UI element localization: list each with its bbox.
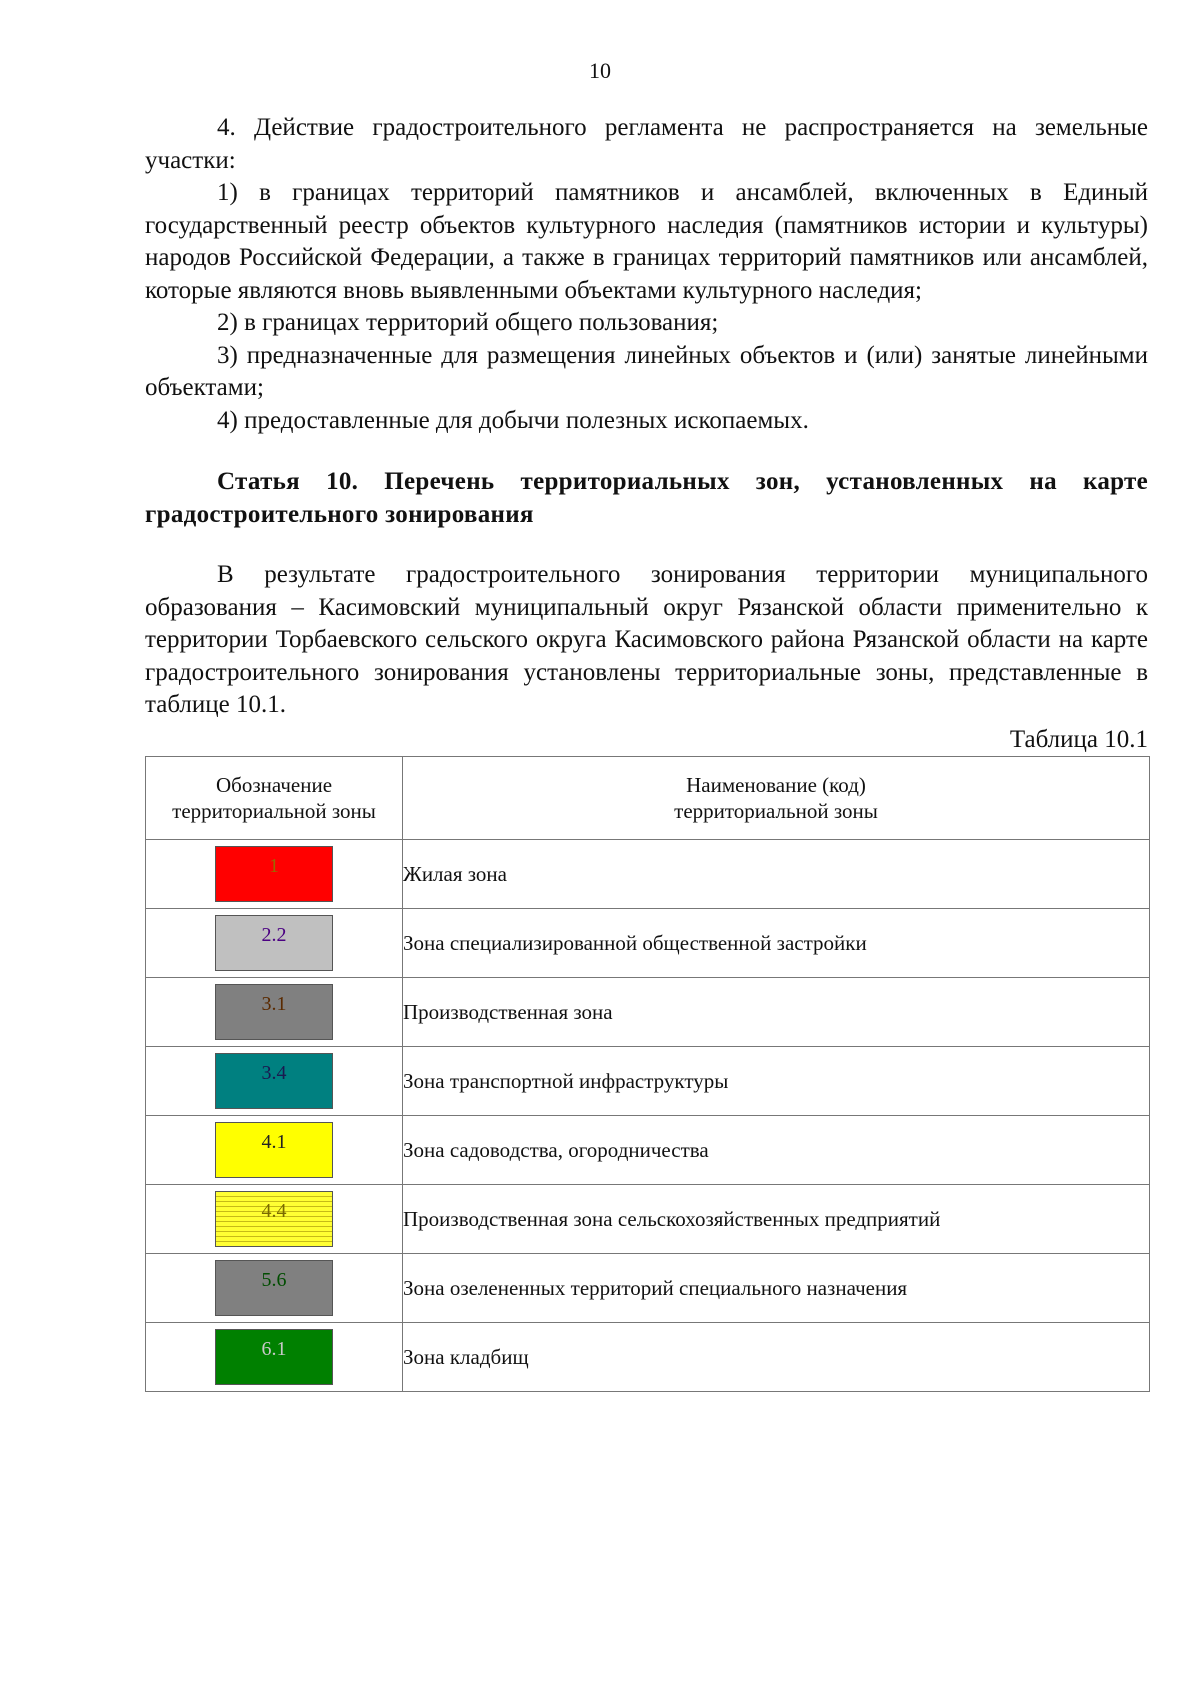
paragraph-subitem-4: 4) предоставленные для добычи полезных ископаемых.: [217, 406, 809, 434]
zones-table: [145, 756, 1150, 1392]
zone-name-cell: Зона кладбищ: [403, 1323, 1150, 1392]
zone-symbol-cell: [146, 840, 403, 909]
table-row: [146, 1185, 1150, 1254]
document-body: [145, 112, 1148, 1392]
zone-name-cell: Зона садоводства, огородничества: [403, 1116, 1150, 1185]
paragraph-subitem-3: 3) предназначенные для размещения линейных объектов и (или) занятые линейными объектами;: [145, 341, 1148, 401]
page-number: 10: [589, 58, 611, 83]
header-symbol-label: Обозначение территориальной зоны: [172, 773, 376, 823]
zone-symbol-cell: [146, 1116, 403, 1185]
zone-name-cell: Производственная зона сельскохозяйственных предприятий: [403, 1185, 1150, 1254]
header-symbol: [146, 757, 403, 840]
zone-name-cell: Зона озелененных территорий специального назначения: [403, 1254, 1150, 1323]
zone-color-swatch: 3.1: [215, 984, 333, 1040]
table-row: [146, 1116, 1150, 1185]
header-name-line-2: территориальной зоны: [674, 799, 878, 823]
header-name: [403, 757, 1150, 840]
table-caption: Таблица 10.1: [1009, 725, 1148, 753]
table-header-row: [146, 757, 1150, 840]
zone-symbol-cell: [146, 978, 403, 1047]
zone-symbol-cell: [146, 1047, 403, 1116]
zone-color-swatch: 2.2: [215, 915, 333, 971]
paragraph-item-4: 4. Действие градостроительного регламента не распространяется на земельные участки:: [145, 114, 1148, 174]
zone-symbol-cell: [146, 1254, 403, 1323]
zone-color-swatch: 6.1: [215, 1329, 333, 1385]
article-heading: Статья 10. Перечень территориальных зон, установленных на карте градостроительного зонирования: [145, 468, 1148, 528]
zone-symbol-cell: [146, 909, 403, 978]
zone-name-cell: Производственная зона: [403, 978, 1150, 1047]
zone-name-cell: Зона транспортной инфраструктуры: [403, 1047, 1150, 1116]
zone-name-cell: Жилая зона: [403, 840, 1150, 909]
table-row: [146, 1323, 1150, 1392]
table-row: [146, 978, 1150, 1047]
table-row: [146, 1254, 1150, 1323]
table-row: [146, 840, 1150, 909]
zone-symbol-cell: [146, 1185, 403, 1254]
zone-color-swatch: 4.4: [215, 1191, 333, 1247]
table-row: [146, 1047, 1150, 1116]
paragraph-subitem-2: 2) в границах территорий общего пользования;: [217, 309, 719, 336]
header-name-line-1: Наименование (код): [686, 773, 866, 797]
zone-color-swatch: 3.4: [215, 1053, 333, 1109]
zone-color-swatch: 5.6: [215, 1260, 333, 1316]
zone-name-cell: Зона специализированной общественной застройки: [403, 909, 1150, 978]
paragraph-subitem-1: 1) в границах территорий памятников и ансамблей, включенных в Единый государственный реестр объектов культурного наследия (памятников истории и культуры) народов Российской Федерации, а также в границах территорий памятников или ансамблей, которые являются вновь выявленными объектами культурного наследия;: [145, 179, 1148, 304]
intro-paragraph: В результате градостроительного зонирования территории муниципального образования – Касимовский муниципальный округ Рязанской области применительно к территории Торбаевского сельского округа Касимовского района Рязанской области на карте градостроительного зонирования установлены территориальные зоны, представленные в таблице 10.1.: [145, 561, 1148, 718]
zone-color-swatch: 1: [215, 846, 333, 902]
zone-symbol-cell: [146, 1323, 403, 1392]
table-row: [146, 909, 1150, 978]
zone-color-swatch: 4.1: [215, 1122, 333, 1178]
